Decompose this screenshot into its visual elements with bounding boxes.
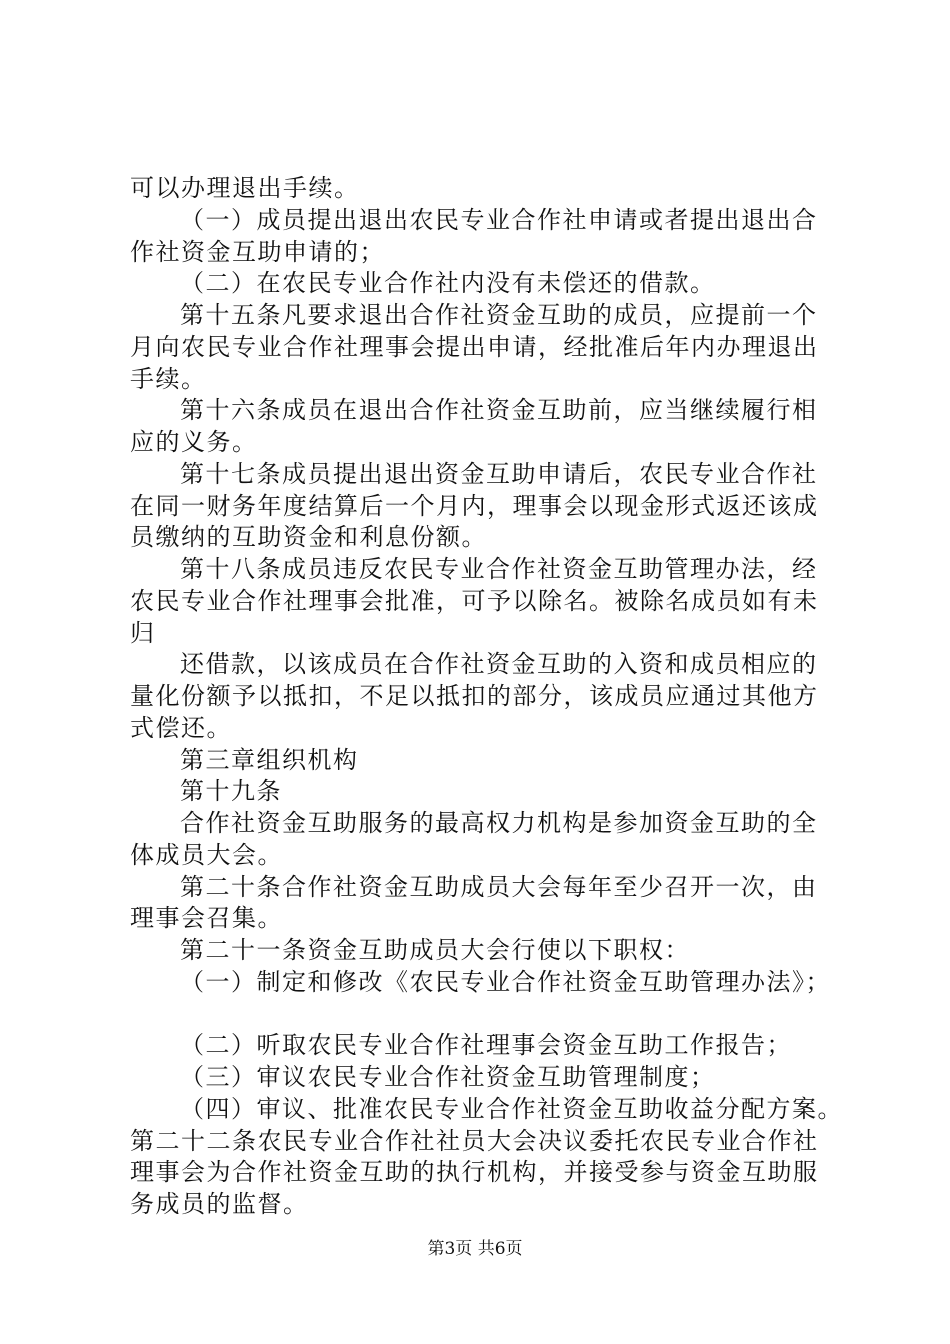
body-text-line: 第二十一条资金互助成员大会行使以下职权：	[180, 936, 690, 964]
body-text-line: 可以办理退出手续。	[130, 174, 360, 202]
body-text-line: 第十七条成员提出退出资金互助申请后，农民专业合作社	[180, 460, 818, 488]
body-text-line: 农民专业合作社理事会批准，可予以除名。被除名成员如有未	[130, 587, 819, 615]
body-text-line: （三）审议农民专业合作社资金互助管理制度；	[180, 1063, 716, 1091]
body-text-line: 理事会召集。	[130, 904, 283, 932]
body-text-line: 第十五条凡要求退出合作社资金互助的成员，应提前一个	[180, 301, 818, 329]
body-text-line: 还借款，以该成员在合作社资金互助的入资和成员相应的	[180, 650, 818, 678]
body-text-line: （一）制定和修改《农民专业合作社资金互助管理办法》；	[180, 968, 831, 996]
body-text-line: 归	[130, 619, 156, 647]
body-text-line: 月向农民专业合作社理事会提出申请，经批准后年内办理退出	[130, 333, 819, 361]
body-text-line: 合作社资金互助服务的最高权力机构是参加资金互助的全	[180, 809, 818, 837]
chapter-heading: 第三章组织机构	[180, 746, 359, 774]
body-text-line: （一）成员提出退出农民专业合作社申请或者提出退出合	[180, 206, 818, 234]
body-text-line: 应的义务。	[130, 428, 258, 456]
body-text-line: 式偿还。	[130, 714, 232, 742]
page-number-footer: 第3页 共6页	[427, 1239, 523, 1259]
body-text-line: 第十八条成员违反农民专业合作社资金互助管理办法，经	[180, 555, 818, 583]
body-text-line: （二）听取农民专业合作社理事会资金互助工作报告；	[180, 1031, 792, 1059]
body-text-line: 作社资金互助申请的；	[130, 238, 385, 266]
body-text-line: 员缴纳的互助资金和利息份额。	[130, 523, 487, 551]
body-text-line: 务成员的监督。	[130, 1190, 309, 1218]
article-heading: 第十九条	[180, 777, 282, 805]
body-text-line: 手续。	[130, 365, 207, 393]
body-text-line: （二）在农民专业合作社内没有未偿还的借款。	[180, 269, 716, 297]
body-text-line: 第二十条合作社资金互助成员大会每年至少召开一次，由	[180, 873, 818, 901]
body-text-line: （四）审议、批准农民专业合作社资金互助收益分配方案。	[180, 1095, 843, 1123]
body-text-line: 理事会为合作社资金互助的执行机构，并接受参与资金互助服	[130, 1158, 819, 1186]
body-text-line: 第十六条成员在退出合作社资金互助前，应当继续履行相	[180, 396, 818, 424]
body-text-line: 第二十二条农民专业合作社社员大会决议委托农民专业合作社	[130, 1127, 819, 1155]
body-text-line: 体成员大会。	[130, 841, 283, 869]
body-text-line: 在同一财务年度结算后一个月内，理事会以现金形式返还该成	[130, 492, 819, 520]
body-text-line: 量化份额予以抵扣，不足以抵扣的部分，该成员应通过其他方	[130, 682, 819, 710]
